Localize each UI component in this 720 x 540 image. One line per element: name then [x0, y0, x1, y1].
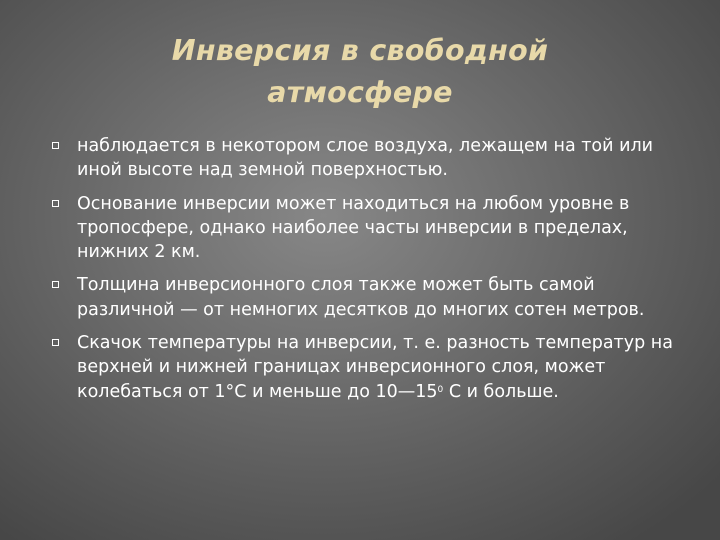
bullet-item [52, 331, 692, 404]
square-bullet-icon [52, 339, 59, 346]
square-bullet-icon [52, 142, 59, 149]
bullet-text [77, 331, 692, 404]
bullet-text: Основание инверсии может находиться на любом уровне в тропосфере, однако наиболее часты инверсии в пределах, нижних 2 км. [77, 193, 630, 263]
bullet-text: наблюдается в некотором слое воздуха, лежащем на той или иной высоте над земной поверхностью. [77, 136, 653, 181]
slide-title-line-2: атмосфере [267, 76, 453, 109]
bullet-item [52, 134, 692, 183]
bullet-text: Толщина инверсионного слоя также может быть самой различной — от немногих десятков до многих сотен метров. [77, 275, 645, 320]
square-bullet-icon [52, 200, 59, 207]
slide-title [40, 30, 680, 114]
bullet-item [52, 273, 692, 322]
slide-title-line-1: Инверсия в свободной [171, 34, 549, 67]
bullet-item [52, 192, 692, 265]
square-bullet-icon [52, 281, 59, 288]
bullet-text-main: Скачок температуры на инверсии, т. е. разность температур на верхней и нижней границах инверсионного слоя, может колебаться от 1°С и меньше до 10—15 [77, 333, 673, 402]
bullet-text-end: С и больше. [443, 381, 559, 402]
bullet-list [52, 134, 692, 413]
degree-superscript: 0 [437, 384, 444, 395]
